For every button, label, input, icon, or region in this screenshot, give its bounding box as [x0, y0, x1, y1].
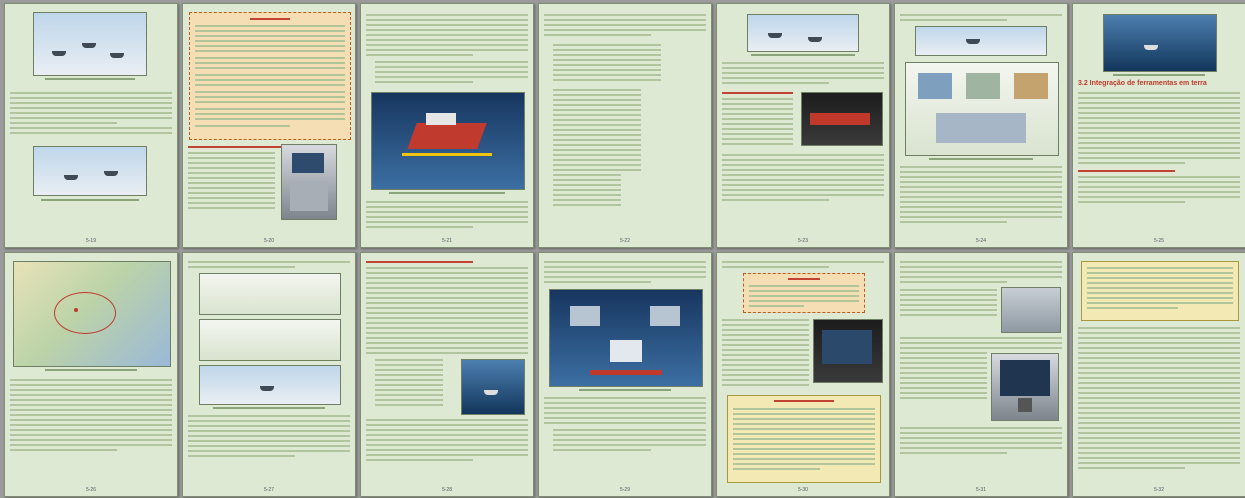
figure — [915, 26, 1047, 56]
figure — [747, 14, 859, 52]
page-thumbnail[interactable] — [360, 3, 534, 248]
page-number: 5-25 — [1153, 238, 1164, 244]
page-thumbnail[interactable] — [4, 252, 178, 497]
figure — [549, 289, 703, 387]
page-number: 5-19 — [85, 238, 96, 244]
page-thumbnail[interactable] — [716, 3, 890, 248]
figure — [371, 92, 525, 190]
note-box — [189, 12, 351, 140]
section-heading: 3.2 Integração de ferramentas em terra — [1078, 80, 1207, 87]
page-thumbnail-grid — [4, 3, 1241, 495]
note-box — [727, 395, 881, 483]
page-number: 5-30 — [797, 487, 808, 493]
figure — [199, 365, 341, 405]
figure — [33, 12, 147, 76]
page-thumbnail[interactable] — [1072, 3, 1245, 248]
figure — [801, 92, 883, 146]
page-number: 5-20 — [263, 238, 274, 244]
figure — [199, 273, 341, 315]
page-thumbnail[interactable] — [182, 252, 356, 497]
page-thumbnail[interactable] — [4, 3, 178, 248]
page-thumbnail[interactable] — [182, 3, 356, 248]
note-box — [1081, 261, 1239, 321]
figure — [905, 62, 1059, 156]
page-thumbnail[interactable] — [716, 252, 890, 497]
figure — [1103, 14, 1217, 72]
page-thumbnail[interactable] — [360, 252, 534, 497]
figure — [281, 144, 337, 220]
page-thumbnail[interactable] — [894, 3, 1068, 248]
figure — [813, 319, 883, 383]
page-thumbnail[interactable] — [894, 252, 1068, 497]
page-thumbnail[interactable] — [1072, 252, 1245, 497]
figure — [1001, 287, 1061, 333]
page-number: 5-28 — [441, 487, 452, 493]
note-box — [743, 273, 865, 313]
figure — [33, 146, 147, 196]
figure — [461, 359, 525, 415]
page-number: 5-26 — [85, 487, 96, 493]
page-number: 5-21 — [441, 238, 452, 244]
page-number: 5-27 — [263, 487, 274, 493]
figure — [13, 261, 171, 367]
figure — [991, 353, 1059, 421]
figure — [199, 319, 341, 361]
page-thumbnail[interactable] — [538, 3, 712, 248]
page-number: 5-29 — [619, 487, 630, 493]
page-number: 5-23 — [797, 238, 808, 244]
page-number: 5-32 — [1153, 487, 1164, 493]
page-thumbnail[interactable] — [538, 252, 712, 497]
page-number: 5-22 — [619, 238, 630, 244]
page-number: 5-31 — [975, 487, 986, 493]
page-number: 5-24 — [975, 238, 986, 244]
